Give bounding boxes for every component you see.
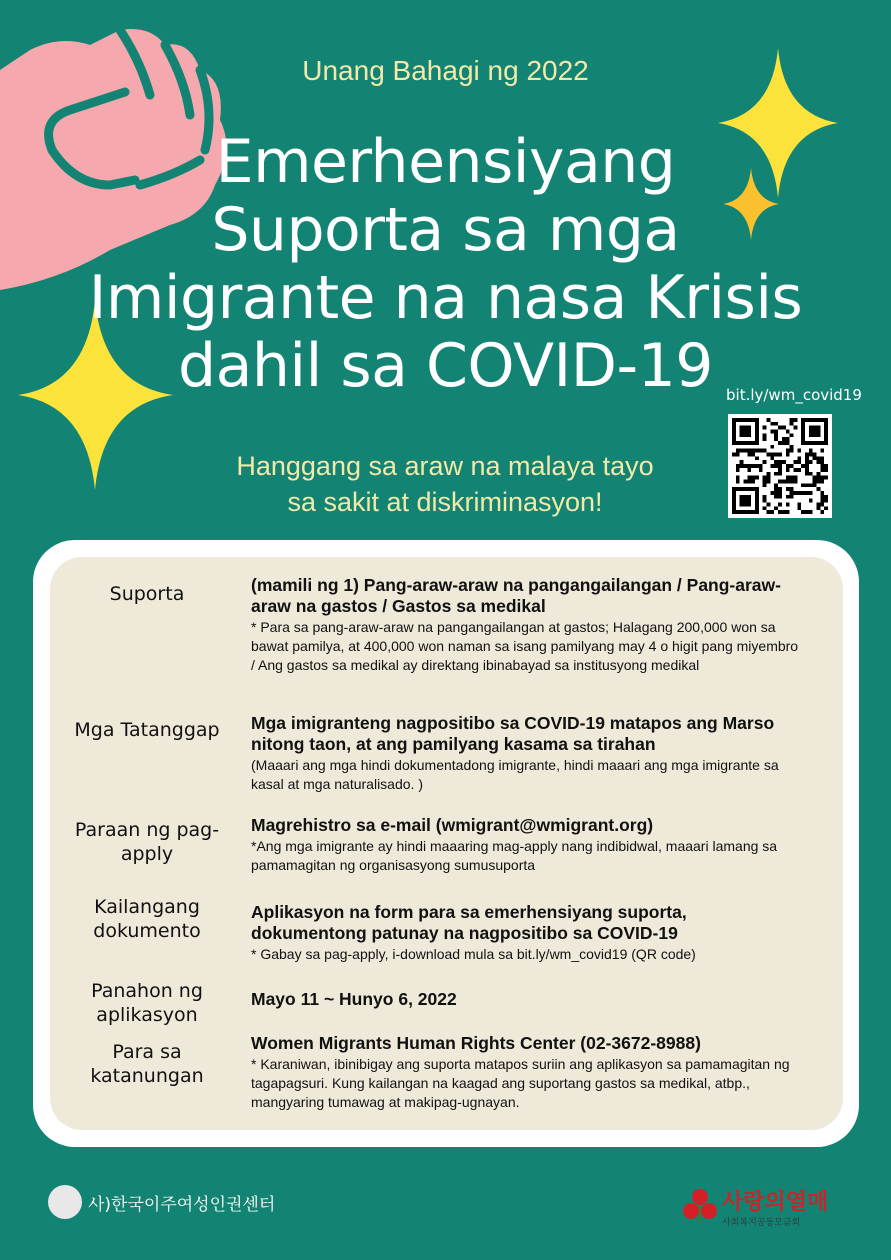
row-title: (mamili ng 1) Pang-araw-araw na pangangailangan / Pang-araw-araw na gastos / Gastos sa medikal: [251, 575, 781, 616]
footer-sponsor: [682, 1185, 862, 1227]
headline: [40, 128, 851, 400]
row-note: *Ang mga imigrante ay hindi maaaring mag-apply nang indibidwal, maaari lamang sa pamamagitan ng organisasyong sumusuporta: [251, 838, 778, 873]
footer-organization: [48, 1185, 275, 1219]
row-body-period: [251, 989, 801, 1010]
headline-line: Emerhensiyang: [215, 127, 676, 197]
row-label-recipients: Mga Tatanggap: [74, 719, 220, 741]
slogan: [160, 448, 730, 520]
row-title: Women Migrants Human Rights Center (02-3672-8988): [251, 1033, 701, 1053]
headline-line: Imigrante na nasa Krisis: [88, 263, 803, 333]
row-body-inquiries: [251, 1033, 801, 1112]
organization-name: 사)한국이주여성인권센터: [88, 1194, 276, 1215]
row-body-recipients: [251, 713, 801, 794]
sponsor-subtitle: 사회복지공동모금회: [722, 1218, 801, 1228]
organization-logo: [48, 1185, 82, 1219]
row-title: Mayo 11 ~ Hunyo 6, 2022: [251, 989, 457, 1009]
row-note: * Para sa pang-araw-araw na pangangailangan at gastos; Halagang 200,000 won sa bawat pamilya, at 400,000 won naman sa isang pamilyang may 4 o higit pang miyembro / Ang gastos sa medikal ay direktang ibinabayad sa institusyong medikal: [251, 619, 799, 673]
row-label-period: Panahon ng aplikasyon: [91, 980, 203, 1026]
row-label-method: Paraan ng pag- apply: [74, 819, 220, 865]
qr-code[interactable]: [728, 414, 832, 518]
row-label-support: Suporta: [109, 583, 185, 605]
row-body-method: [251, 815, 801, 875]
subtitle: Unang Bahagi ng 2022: [302, 55, 589, 86]
slogan-line: Hanggang sa araw na malaya tayo: [236, 451, 654, 481]
row-note: * Gabay sa pag-apply, i-download mula sa bit.ly/wm_covid19 (QR code): [251, 946, 696, 962]
fruit-logo: [682, 1187, 718, 1227]
short-link[interactable]: bit.ly/wm_covid19: [726, 386, 862, 404]
slogan-line: sa sakit at diskriminasyon!: [287, 487, 603, 517]
headline-line: Suporta sa mga: [211, 195, 680, 265]
row-title: Aplikasyon na form para sa emerhensiyang suporta, dokumentong patunay na nagpositibo sa COVID-19: [251, 902, 687, 943]
row-title: Mga imigranteng nagpositibo sa COVID-19 matapos ang Marso nitong taon, at ang pamilyang kasama sa tirahan: [251, 713, 775, 754]
row-label-inquiries: Para sa katanungan: [90, 1041, 204, 1087]
row-note: * Karaniwan, ibinibigay ang suporta matapos suriin ang aplikasyon sa pamamagitan ng tagapagsuri. Kung kailangan na kaagad ang suportang gastos sa medikal, atbp., mangyaring tumawag at makipag-ugnayan.: [251, 1056, 790, 1110]
row-title: Magrehistro sa e-mail (wmigrant@wmigrant.org): [251, 815, 654, 835]
row-body-support: [251, 575, 801, 675]
headline-line: dahil sa COVID-19: [178, 331, 713, 401]
row-note: (Maaari ang mga hindi dokumentadong imigrante, hindi maaari ang mga imigrante sa kasal at mga naturalisado. ): [251, 757, 779, 792]
row-body-documents: [251, 902, 801, 964]
sponsor-name: 사랑의열매: [722, 1190, 829, 1215]
row-label-documents: Kailangang dokumento: [93, 896, 201, 942]
